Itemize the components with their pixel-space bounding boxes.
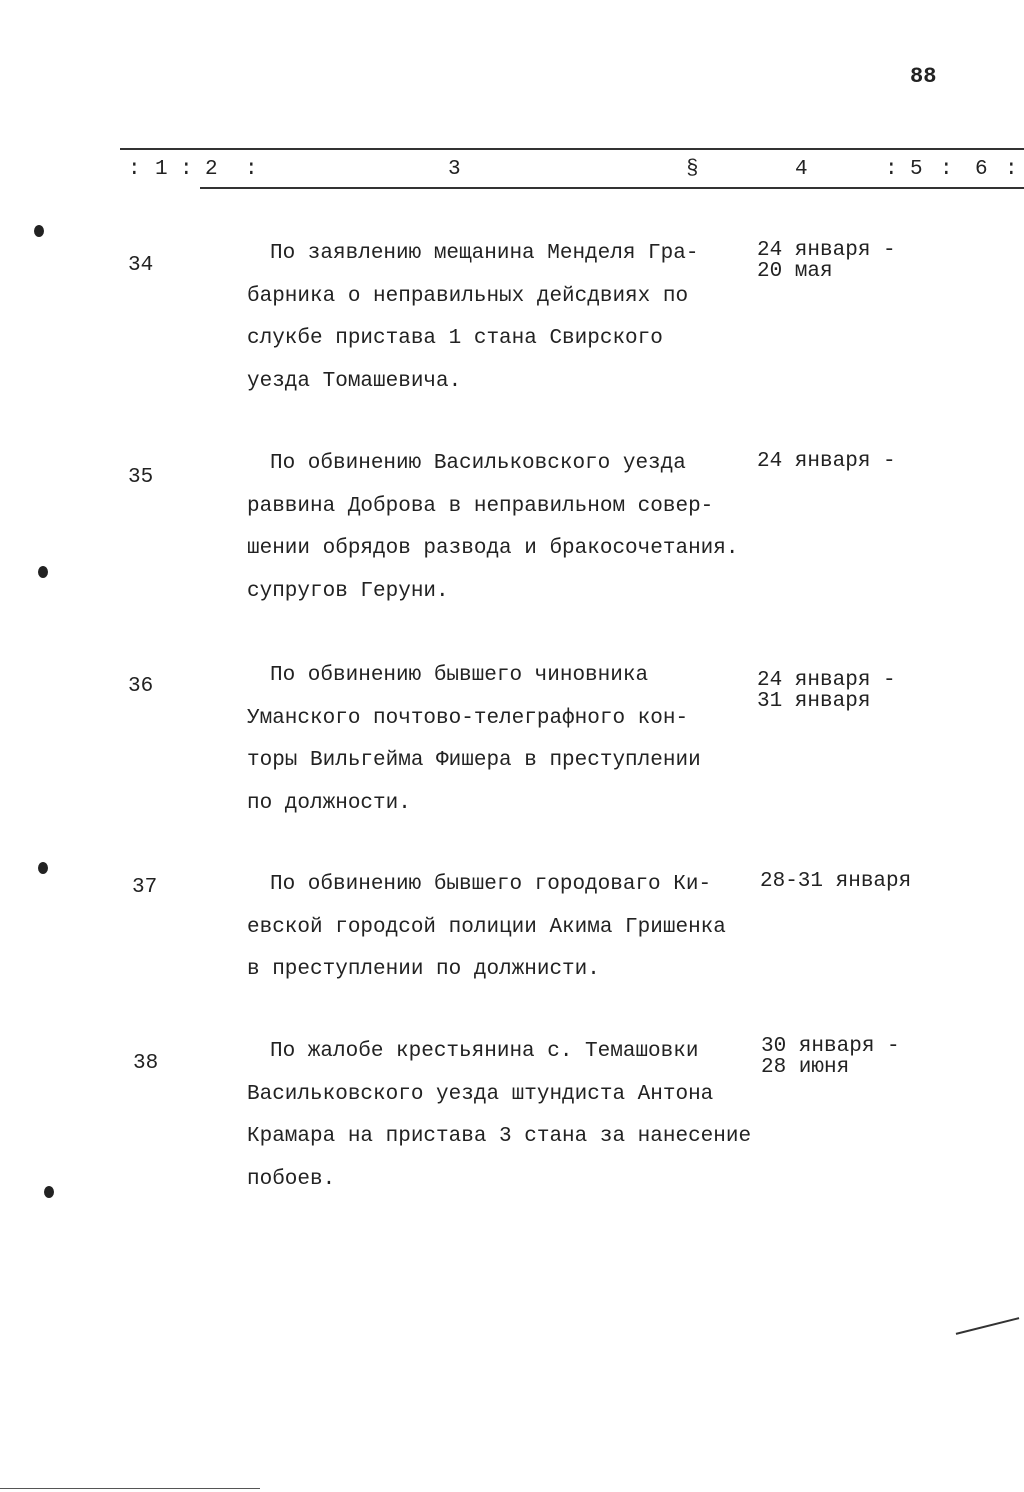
- text-line: По обвинению Васильковского уезда: [270, 452, 686, 475]
- text-line: по должности.: [247, 791, 411, 815]
- text-line: уезда Томашевича.: [247, 369, 462, 393]
- header-col-3: 3: [448, 158, 461, 181]
- punch-hole-mark: [44, 1186, 54, 1198]
- text-line: супругов Геруни.: [247, 579, 449, 603]
- date-line: 30 января -: [761, 1035, 900, 1058]
- entry-description: [247, 864, 726, 992]
- header-sep: :: [940, 158, 953, 181]
- page-number: 88: [910, 64, 937, 89]
- text-line: торы Вильгейма Фишера в преступлении: [247, 749, 701, 772]
- text-line: Васильковского уезда штундиста Антона: [247, 1082, 714, 1106]
- text-line: шении обрядов развода и бракосочетания.: [247, 537, 739, 560]
- entry-date: [757, 670, 896, 712]
- header-sep: :: [128, 158, 141, 181]
- entry-date: [761, 1036, 900, 1078]
- date-line: 24 января -: [757, 239, 896, 262]
- entry-number: 37: [132, 876, 158, 899]
- punch-hole-mark: [34, 225, 44, 237]
- header-sep: :: [1005, 158, 1018, 181]
- entry-description: [247, 233, 698, 403]
- text-line: слукбе пристава 1 стана Свирского: [247, 327, 663, 350]
- date-line: 24 января -: [757, 669, 896, 692]
- date-line: 31 января: [757, 690, 871, 713]
- entry-date: [757, 451, 896, 472]
- punch-hole-mark: [38, 862, 48, 874]
- header-col-5: 5: [910, 158, 923, 181]
- entry-number: 34: [128, 254, 154, 277]
- text-line: Уманского почтово-телеграфного кон-: [247, 706, 689, 730]
- header-sep: :: [885, 158, 898, 181]
- entry-date: [760, 871, 911, 892]
- text-line: раввина Доброва в неправильном совер-: [247, 494, 714, 518]
- text-line: По заявлению мещанина Менделя Гра-: [270, 242, 699, 265]
- text-line: По обвинению бывшего городоваго Ки-: [270, 873, 712, 896]
- date-line: 24 января -: [757, 450, 896, 473]
- header-col-4: 4: [795, 158, 808, 181]
- text-line: По жалобе крестьянина с. Темашовки: [270, 1040, 699, 1063]
- text-line: По обвинению бывшего чиновника: [270, 664, 649, 687]
- entry-date: [757, 240, 896, 282]
- entry-description: [247, 1031, 751, 1201]
- punch-hole-mark: [38, 566, 48, 578]
- entry-description: [247, 443, 738, 613]
- header-col-6: 6: [975, 158, 988, 181]
- header-sep: :: [245, 158, 258, 181]
- header-col-2: 2: [205, 158, 218, 181]
- header-top-rule: [120, 148, 1024, 150]
- bottom-edge-line: [0, 1488, 260, 1489]
- header-section-mark: §: [686, 158, 699, 181]
- text-line: побоев.: [247, 1167, 336, 1191]
- entry-number: 35: [128, 466, 154, 489]
- entry-description: [247, 655, 701, 825]
- entry-number: 38: [133, 1052, 159, 1075]
- date-line: 28 июня: [761, 1056, 850, 1079]
- text-line: евской городсой полиции Акима Гришенка: [247, 915, 726, 939]
- text-line: Крамара на пристава 3 стана за нанесение: [247, 1125, 752, 1148]
- text-line: барника о неправильных дейсдвиях по: [247, 284, 689, 308]
- header-bottom-rule: [200, 187, 1024, 189]
- date-line: 28-31 января: [760, 870, 912, 893]
- pen-stroke: [956, 1317, 1020, 1335]
- entry-number: 36: [128, 675, 154, 698]
- text-line: в преступлении по должнисти.: [247, 958, 600, 981]
- header-col-1: 1: [155, 158, 168, 181]
- date-line: 20 мая: [757, 260, 833, 283]
- header-sep: :: [180, 158, 193, 181]
